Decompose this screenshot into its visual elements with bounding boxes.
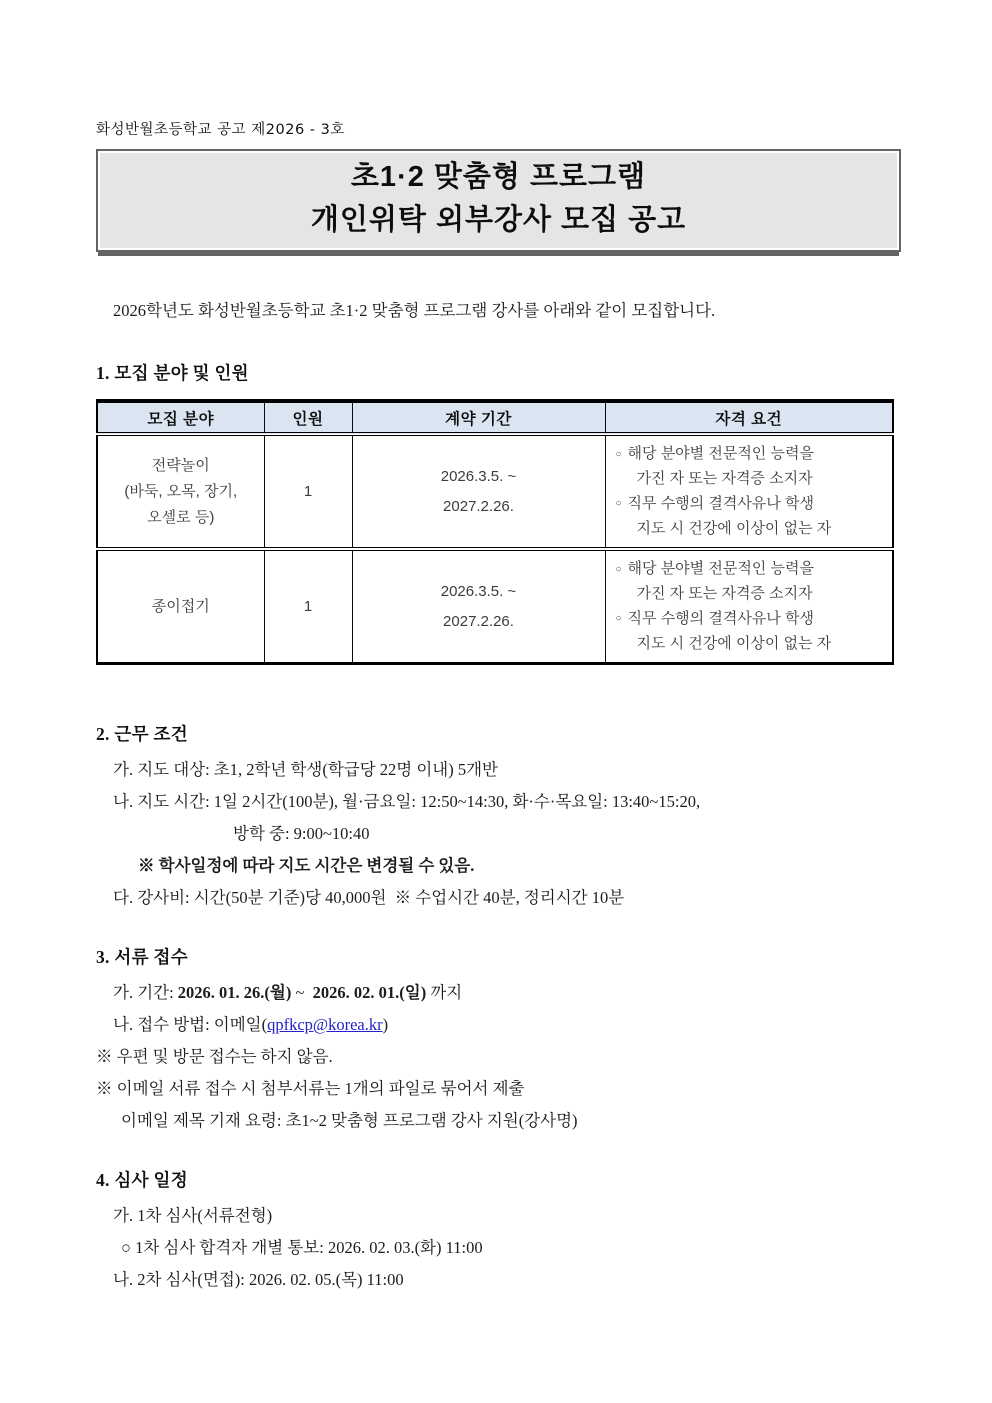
column-header-period: 계약 기간 (352, 401, 605, 434)
apply-period-start-date: 2026. 01. 26.(월) (177, 983, 292, 1002)
period-cell (352, 434, 605, 549)
review-first-round: 가. 1차 심사(서류전형) (113, 1206, 273, 1225)
review-schedule-list (96, 1200, 900, 1296)
work-conditions-list (96, 754, 900, 914)
apply-note-one-file: ※ 이메일 서류 접수 시 첨부서류는 1개의 파일로 묶어서 제출 (96, 1079, 525, 1098)
section-heading-review-schedule: 4. 심사 일정 (96, 1170, 188, 1190)
qualification-line (616, 557, 889, 582)
qualification-text: 해당 분야별 전문적인 능력을 (627, 560, 814, 577)
period-cell (352, 549, 605, 664)
qualification-text: 해당 분야별 전문적인 능력을 (627, 445, 814, 462)
circle-bullet: ○ (615, 563, 622, 575)
title-box (96, 149, 901, 252)
section-heading-recruit-fields: 1. 모집 분야 및 인원 (96, 363, 249, 383)
apply-note-no-mail: ※ 우편 및 방문 접수는 하지 않음. (96, 1047, 333, 1066)
period-line: 2026.3.5. ~ (440, 467, 517, 485)
work-item-pay: 다. 강사비: 시간(50분 기준)당 40,000원 ※ 수업시간 40분, 정리시간 10분 (113, 888, 625, 907)
qualification-line (616, 632, 889, 657)
qualification-cell (605, 434, 893, 549)
apply-method-line (96, 1009, 900, 1041)
qualification-cell (605, 549, 893, 664)
section-heading-work-conditions: 2. 근무 조건 (96, 724, 188, 744)
title-line-2: 개인위탁 외부강사 모집 공고 (310, 204, 687, 237)
qualification-line (616, 517, 889, 542)
circle-bullet: ○ (615, 498, 622, 509)
work-item-time: 나. 지도 시간: 1일 2시간(100분), 월·금요일: 12:50~14:30, 화·수·목요일: 13:40~15:20, (113, 792, 701, 811)
circle-bullet: ○ (615, 613, 622, 624)
field-line: 전략놀이 (151, 456, 210, 474)
period-line: 2027.2.26. (443, 497, 514, 515)
review-first-round-notice: ○ 1차 심사 합격자 개별 통보: 2026. 02. 03.(화) 11:00 (121, 1238, 483, 1257)
recruit-table (96, 399, 894, 665)
qualification-line (616, 467, 889, 492)
field-line: 오셀로 등) (147, 508, 215, 526)
title-line-1: 초1·2 맞춤형 프로그램 (350, 161, 647, 193)
section-heading-document-submission: 3. 서류 접수 (96, 947, 188, 967)
column-header-qualification: 자격 요건 (605, 401, 893, 434)
column-header-field: 모집 분야 (97, 401, 264, 434)
document-submission-list (96, 977, 900, 1137)
qualification-line (616, 607, 889, 632)
qualification-line (616, 492, 889, 517)
qualification-line (616, 442, 889, 467)
column-header-count: 인원 (264, 401, 352, 434)
email-link[interactable]: qpfkcp@korea.kr (267, 1015, 383, 1034)
qualification-text: 가진 자 또는 자격증 소지자 (636, 585, 813, 602)
apply-period-suffix: 까지 (426, 983, 463, 1002)
count-cell: 1 (264, 434, 352, 549)
table-row-strategy-games (97, 434, 893, 549)
notice-number: 화성반월초등학교 공고 제2026 - 3호 (96, 122, 345, 138)
apply-period-end-date: 2026. 02. 01.(일) (312, 983, 427, 1002)
period-line: 2026.3.5. ~ (440, 582, 517, 600)
apply-period-prefix: 가. 기간: (113, 983, 178, 1002)
review-second-round: 나. 2차 심사(면접): 2026. 02. 05.(목) 11:00 (113, 1270, 404, 1289)
intro-paragraph: 2026학년도 화성반월초등학교 초1·2 맞춤형 프로그램 강사를 아래와 같이 모집합니다. (113, 301, 716, 320)
work-note-schedule-change: ※ 학사일정에 따라 지도 시간은 변경될 수 있음. (138, 856, 475, 875)
field-cell (97, 434, 264, 549)
field-line: (바둑, 오목, 장기, (124, 482, 238, 500)
count-cell: 1 (264, 549, 352, 664)
circle-bullet: ○ (615, 448, 622, 460)
qualification-text: 지도 시 건강에 이상이 없는 자 (636, 634, 832, 652)
work-item-target: 가. 지도 대상: 초1, 2학년 학생(학급당 22명 이내) 5개반 (113, 760, 498, 779)
work-item-time-vacation: 방학 중: 9:00~10:40 (233, 824, 370, 843)
qualification-line (616, 582, 889, 607)
qualification-text: 직무 수행의 결격사유나 학생 (627, 609, 814, 627)
apply-period-tilde: ~ (291, 983, 313, 1002)
qualification-text: 직무 수행의 결격사유나 학생 (627, 494, 814, 512)
field-cell: 종이접기 (97, 549, 264, 664)
table-row-paper-folding (97, 549, 893, 664)
apply-period-line (96, 977, 900, 1009)
period-line: 2027.2.26. (443, 612, 514, 630)
table-header-row (97, 401, 893, 434)
qualification-text: 지도 시 건강에 이상이 없는 자 (636, 519, 832, 537)
apply-method-suffix: ) (382, 1015, 389, 1034)
qualification-text: 가진 자 또는 자격증 소지자 (636, 470, 813, 487)
apply-note-email-subject: 이메일 제목 기재 요령: 초1~2 맞춤형 프로그램 강사 지원(강사명) (121, 1111, 578, 1130)
apply-method-prefix: 나. 접수 방법: 이메일( (113, 1015, 268, 1034)
